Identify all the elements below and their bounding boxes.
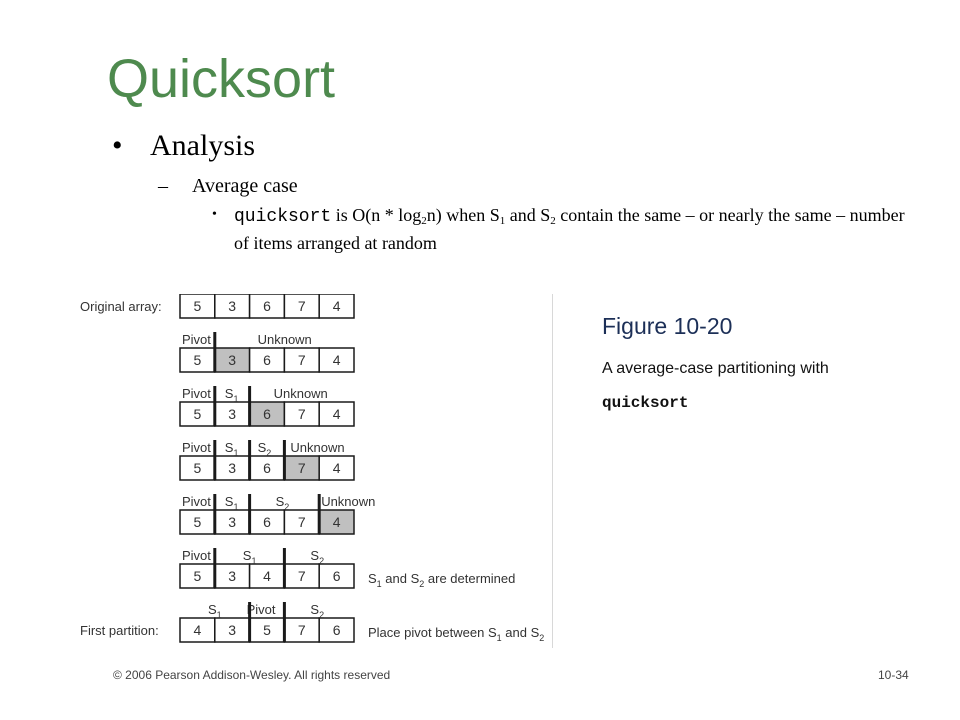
array-cell-value: 6 — [263, 406, 271, 422]
array-cell-value: 4 — [332, 352, 341, 368]
array-cell-value: 5 — [193, 514, 202, 530]
array-cell-value: 4 — [193, 622, 202, 638]
array-cell-value: 4 — [332, 298, 341, 314]
text-part-2: n) when S — [426, 205, 500, 225]
array-cell-value: 4 — [332, 406, 341, 422]
header-pivot: Pivot — [182, 548, 211, 563]
header-s1: $S_1$ — [224, 440, 239, 458]
sub-log: 2 — [421, 215, 427, 227]
array-cell-value: 5 — [193, 298, 202, 314]
figure-caption-code: quicksort — [602, 394, 689, 412]
array-cell-value: 6 — [332, 622, 341, 638]
array-cell-value: 6 — [263, 352, 271, 368]
array-cell-value: 4 — [332, 514, 341, 530]
bullet-average-case — [158, 172, 298, 200]
array-cell-value: 5 — [193, 460, 202, 476]
figure-caption-body: A average-case partitioning with — [602, 360, 829, 377]
header-unknown: Unknown — [321, 494, 376, 509]
header-s1: $S_1$ — [242, 548, 257, 566]
array-cell-value: 3 — [228, 568, 237, 584]
array-row — [180, 618, 354, 642]
header-pivot: Pivot — [182, 440, 211, 455]
array-cell-value: 5 — [193, 352, 202, 368]
bullet-average-case-text: Average case — [192, 175, 298, 197]
array-cell-value: 3 — [228, 352, 237, 368]
header-s1: $S_1$ — [224, 386, 239, 404]
partition-figure — [76, 294, 553, 648]
header-pivot: Pivot — [182, 494, 211, 509]
text-part-3: and S — [505, 205, 551, 225]
array-row — [180, 348, 354, 372]
figure-caption-title: Figure 10-20 — [602, 313, 733, 339]
row-note: $S_1$ and $S_2$ are determined — [368, 571, 516, 589]
header-s2: $S_2$ — [310, 602, 325, 620]
partition-diagram — [76, 294, 552, 648]
header-unknown: Unknown — [257, 332, 312, 347]
array-cell-value: 5 — [263, 622, 271, 638]
array-cell-value: 4 — [332, 460, 341, 476]
header-unknown: Unknown — [290, 440, 345, 455]
array-cell-value: 7 — [297, 622, 306, 638]
bullet-analysis — [112, 128, 255, 164]
header-s2: $S_2$ — [310, 548, 325, 566]
array-row — [180, 402, 354, 426]
array-cell-value: 7 — [297, 460, 306, 476]
array-cell-value: 6 — [263, 460, 271, 476]
header-unknown: Unknown — [273, 386, 328, 401]
header-s1: $S_1$ — [208, 602, 222, 620]
bullet-dot: • — [112, 129, 123, 162]
footer-page-number: 10-34 — [878, 668, 909, 682]
bullet-dot-small: • — [212, 207, 217, 222]
array-cell-value: 7 — [297, 406, 306, 422]
array-cell-value: 5 — [193, 568, 202, 584]
header-pivot: Pivot — [182, 386, 211, 401]
bullet-quicksort-complexity — [212, 202, 912, 256]
array-cell-value: 5 — [193, 406, 202, 422]
array-cell-value: 6 — [263, 514, 271, 530]
dash-mark: – — [158, 175, 168, 197]
array-row — [180, 510, 354, 534]
array-row — [180, 294, 354, 318]
array-row — [180, 564, 354, 588]
text-part-1: is O(n * log — [331, 205, 422, 225]
array-cell-value: 3 — [228, 298, 237, 314]
sub-s1: 1 — [499, 215, 506, 227]
bullet-quicksort-text — [234, 202, 912, 256]
quicksort-code: quicksort — [234, 207, 332, 227]
sub-s2: 2 — [550, 215, 556, 227]
array-row — [180, 456, 354, 480]
header-s2: $S_2$ — [257, 440, 272, 458]
bullet-analysis-text: Analysis — [150, 129, 255, 162]
array-cell-value: 7 — [297, 352, 306, 368]
array-cell-value: 7 — [297, 514, 306, 530]
array-cell-value: 6 — [263, 298, 271, 314]
header-s1: $S_1$ — [224, 494, 239, 512]
slide-title: Quicksort — [107, 49, 336, 109]
text-part-4: contain the same – or nearly the same – number of items arranged at random — [234, 205, 905, 253]
array-cell-value: 7 — [297, 568, 306, 584]
footer-copyright: © 2006 Pearson Addison-Wesley. All rights reserved — [113, 668, 391, 682]
array-cell-value: 7 — [297, 298, 306, 314]
row-note: Place pivot between $S_1$ and $S_2$ — [368, 625, 545, 643]
header-pivot: Pivot — [182, 332, 211, 347]
array-cell-value: 4 — [263, 568, 271, 584]
array-cell-value: 3 — [228, 406, 237, 422]
array-cell-value: 6 — [332, 568, 341, 584]
header-pivot: Pivot — [246, 602, 276, 617]
row-side-label: First partition: — [80, 623, 159, 638]
row-side-label: Original array: — [80, 299, 162, 314]
array-cell-value: 3 — [228, 622, 237, 638]
array-cell-value: 3 — [228, 460, 237, 476]
array-cell-value: 3 — [228, 514, 237, 530]
header-s2: $S_2$ — [275, 494, 290, 512]
